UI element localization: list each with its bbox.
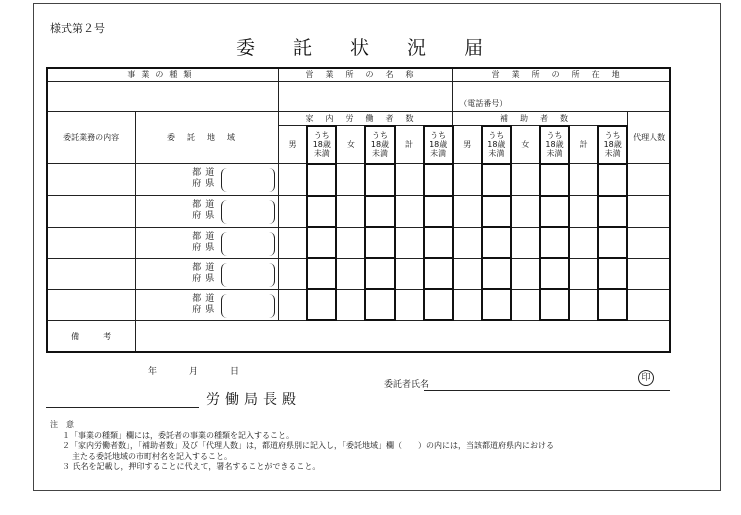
header-work-content: 委託業務の内容	[47, 112, 136, 164]
header-agents: 代理人数	[627, 112, 670, 164]
note-item: ２「家内労働者数」，「補助者数」及び「代理人数」は，都道府県別に記入し，「委託地域」欄（ ）の内には，当該都道府県内における	[62, 441, 554, 450]
municipality-bracket	[221, 263, 275, 287]
remarks-label: 備 考	[47, 320, 136, 352]
title-char: 況	[407, 37, 428, 59]
title-char: 委	[236, 37, 257, 59]
work-content-cell[interactable]	[47, 164, 136, 196]
count-cell[interactable]	[395, 258, 424, 289]
count-cell[interactable]	[540, 258, 569, 289]
count-cell[interactable]	[569, 196, 598, 227]
count-cell[interactable]	[278, 196, 307, 227]
form-title	[236, 33, 484, 60]
count-cell[interactable]	[482, 289, 511, 320]
count-cell[interactable]	[336, 227, 365, 258]
header-assistants: 補助者数	[453, 112, 627, 126]
count-cell[interactable]	[453, 289, 482, 320]
count-cell[interactable]	[598, 258, 627, 289]
count-cell[interactable]	[453, 196, 482, 227]
count-cell[interactable]	[336, 289, 365, 320]
title-char: 状	[350, 37, 371, 59]
seal-mark: 印	[638, 370, 654, 386]
count-cell[interactable]	[511, 258, 540, 289]
count-cell[interactable]	[365, 164, 394, 196]
note-item: 主たる委託地域の市町村名を記入すること。	[72, 451, 232, 461]
work-content-cell[interactable]	[47, 258, 136, 289]
header-office-name: 営業所の名称	[278, 68, 453, 82]
prefecture-label: 都道 府県	[192, 231, 219, 253]
count-cell[interactable]	[365, 196, 394, 227]
area-cell[interactable]	[136, 289, 278, 320]
area-cell[interactable]	[136, 227, 278, 258]
col-female: 女	[336, 126, 365, 164]
agents-cell[interactable]	[627, 289, 670, 320]
area-cell[interactable]	[136, 164, 278, 196]
count-cell[interactable]	[540, 196, 569, 227]
count-cell[interactable]	[569, 164, 598, 196]
table-row	[47, 196, 671, 227]
count-cell[interactable]	[540, 164, 569, 196]
year-label: 年	[148, 367, 158, 377]
count-cell[interactable]	[307, 289, 336, 320]
count-cell[interactable]	[540, 289, 569, 320]
bureau-name-line[interactable]	[46, 407, 199, 408]
count-cell[interactable]	[424, 196, 453, 227]
business-type-field[interactable]	[47, 82, 279, 112]
count-cell[interactable]	[278, 258, 307, 289]
prefecture-label: 都道 府県	[192, 293, 219, 315]
count-cell[interactable]	[278, 164, 307, 196]
count-cell[interactable]	[569, 227, 598, 258]
form-number: 様式第２号	[50, 22, 105, 35]
phone-label: （電話番号）	[459, 99, 508, 109]
month-label: 月	[189, 367, 199, 377]
count-cell[interactable]	[453, 258, 482, 289]
col-total-under18: うち 18歳 未満	[598, 126, 627, 164]
count-cell[interactable]	[511, 196, 540, 227]
count-cell[interactable]	[424, 227, 453, 258]
count-cell[interactable]	[278, 227, 307, 258]
count-cell[interactable]	[424, 289, 453, 320]
count-cell[interactable]	[482, 258, 511, 289]
date-line	[148, 364, 239, 377]
col-total: 計	[569, 126, 598, 164]
prefecture-label: 都道 府県	[192, 200, 219, 222]
header-business-type: 事業の種類	[47, 68, 279, 82]
work-content-cell[interactable]	[47, 289, 136, 320]
count-cell[interactable]	[569, 289, 598, 320]
count-cell[interactable]	[336, 164, 365, 196]
table-row	[47, 289, 671, 320]
applicant-name-label: 委託者氏名	[384, 380, 430, 390]
remarks-row	[47, 320, 671, 352]
header-area: 委託地域	[136, 112, 278, 164]
count-cell[interactable]	[453, 164, 482, 196]
count-cell[interactable]	[278, 289, 307, 320]
count-cell[interactable]	[482, 196, 511, 227]
table-row	[47, 164, 671, 196]
notes	[50, 420, 690, 473]
municipality-bracket	[221, 294, 275, 318]
office-name-field[interactable]	[278, 82, 453, 112]
form-table	[46, 67, 671, 353]
day-label: 日	[230, 367, 240, 377]
note-item: ３ 氏名を記載し，押印することに代えて，署名することができること。	[62, 462, 321, 471]
count-cell[interactable]	[424, 164, 453, 196]
data-rows	[47, 164, 671, 353]
col-female: 女	[511, 126, 540, 164]
col-female-under18: うち 18歳 未満	[540, 126, 569, 164]
count-cell[interactable]	[511, 289, 540, 320]
table-row	[47, 258, 671, 289]
count-cell[interactable]	[395, 227, 424, 258]
count-cell[interactable]	[569, 258, 598, 289]
area-cell[interactable]	[136, 258, 278, 289]
municipality-bracket	[221, 232, 275, 256]
count-cell[interactable]	[307, 164, 336, 196]
note-item: １「事業の種類」欄には，委託者の事業の種類を記入すること。	[62, 430, 294, 440]
header-office-location: 営業所の所在地	[453, 68, 671, 82]
count-cell[interactable]	[307, 196, 336, 227]
count-cell[interactable]	[482, 227, 511, 258]
count-cell[interactable]	[365, 227, 394, 258]
addressee: 労働局長殿	[206, 392, 301, 408]
count-cell[interactable]	[598, 289, 627, 320]
count-cell[interactable]	[598, 227, 627, 258]
work-content-cell[interactable]	[47, 196, 136, 227]
count-cell[interactable]	[395, 196, 424, 227]
count-cell[interactable]	[336, 258, 365, 289]
municipality-bracket	[221, 200, 275, 224]
work-content-cell[interactable]	[47, 227, 136, 258]
prefecture-label: 都道 府県	[192, 262, 219, 284]
count-cell[interactable]	[365, 289, 394, 320]
col-male-under18: うち 18歳 未満	[482, 126, 511, 164]
count-cell[interactable]	[511, 227, 540, 258]
count-cell[interactable]	[598, 196, 627, 227]
header-home-workers: 家内労働者数	[278, 112, 453, 126]
col-male-under18: うち 18歳 未満	[307, 126, 336, 164]
count-cell[interactable]	[365, 258, 394, 289]
table-row	[47, 227, 671, 258]
count-cell[interactable]	[424, 258, 453, 289]
area-cell[interactable]	[136, 196, 278, 227]
count-cell[interactable]	[307, 227, 336, 258]
count-cell[interactable]	[540, 227, 569, 258]
office-location-field[interactable]	[453, 82, 671, 112]
agents-cell[interactable]	[627, 196, 670, 227]
count-cell[interactable]	[482, 164, 511, 196]
col-total-under18: うち 18歳 未満	[424, 126, 453, 164]
col-female-under18: うち 18歳 未満	[365, 126, 394, 164]
applicant-name-line[interactable]	[424, 390, 670, 391]
agents-cell[interactable]	[627, 227, 670, 258]
count-cell[interactable]	[395, 289, 424, 320]
count-cell[interactable]	[511, 164, 540, 196]
municipality-bracket	[221, 168, 275, 192]
count-cell[interactable]	[598, 164, 627, 196]
agents-cell[interactable]	[627, 258, 670, 289]
remarks-field[interactable]	[136, 320, 671, 352]
col-total: 計	[395, 126, 424, 164]
count-cell[interactable]	[336, 196, 365, 227]
count-cell[interactable]	[395, 164, 424, 196]
title-char: 託	[293, 37, 314, 59]
count-cell[interactable]	[307, 258, 336, 289]
agents-cell[interactable]	[627, 164, 670, 196]
prefecture-label: 都道 府県	[192, 168, 219, 190]
col-male: 男	[278, 126, 307, 164]
count-cell[interactable]	[453, 227, 482, 258]
col-male: 男	[453, 126, 482, 164]
title-char: 届	[464, 37, 485, 59]
notes-heading: 注 意	[50, 420, 74, 429]
